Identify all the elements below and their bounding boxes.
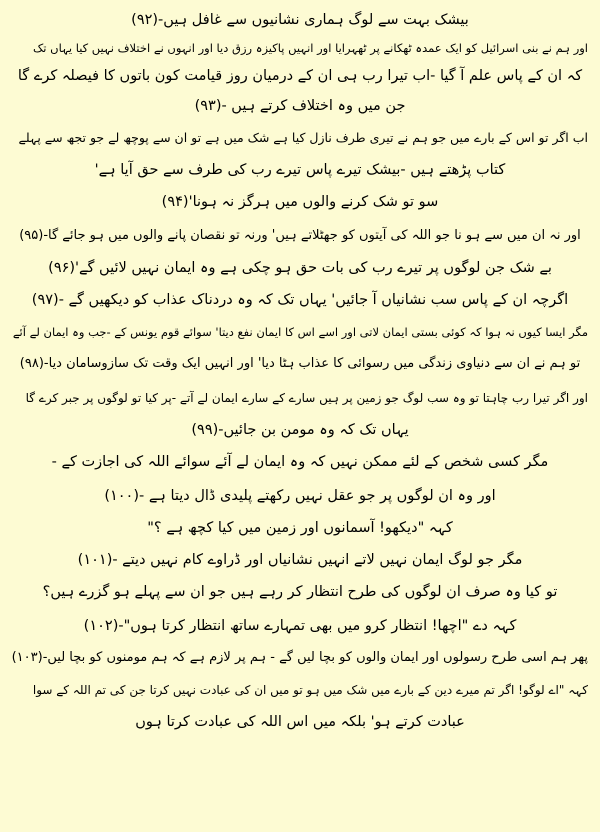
text-line: پھر ہم اسی طرح رسولوں اور ایمان والوں کو بچا لیں گے - ہم پر لازم ہے کہ ہم مومنوں کو بچا لیں-(۱۰۳) (12, 650, 588, 665)
text-line: اور ہم نے بنی اسرائیل کو ایک عمدہ ٹھکانے پر ٹھہرایا اور انہیں پاکیزہ رزق دیا اور انہوں نے اختلاف نہیں کیا یہاں تک (33, 41, 588, 55)
text-line: اب اگر تو اس کے بارے میں جو ہم نے تیری طرف نازل کیا ہے شک میں ہے تو ان سے پوچھ لے جو تجھ سے پہلے (18, 130, 588, 145)
text-line: اور وہ ان لوگوں پر جو عقل نہیں رکھتے پلیدی ڈال دیتا ہے -(۱۰۰) (104, 488, 496, 504)
text-line: تو ہم نے ان سے دنیاوی زندگی میں رسوائی کا عذاب ہٹا دیا' اور انہیں ایک وقت تک سازوسامان دیا-(۹۸) (19, 356, 581, 371)
text-line: بے شک جن لوگوں پر تیرے رب کی بات حق ہو چکی ہے وہ ایمان نہیں لائیں گے'(۹۶) (48, 260, 552, 276)
text-line: سو تو شک کرنے والوں میں ہرگز نہ ہونا'(۹۴) (161, 194, 439, 210)
urdu-text-page (12, 8, 588, 824)
text-line: کتاب پڑھتے ہیں -بیشک تیرے پاس تیرے رب کی طرف سے حق آیا ہے' (94, 162, 506, 178)
text-line: جن میں وہ اختلاف کرتے ہیں -(۹۳) (194, 98, 406, 114)
text-line: یہاں تک کہ وہ مومن بن جائیں-(۹۹) (191, 422, 409, 438)
text-line: اگرچہ ان کے پاس سب نشانیاں آ جائیں' یہاں تک کہ وہ دردناک عذاب کو دیکھیں گے -(۹۷) (31, 292, 569, 308)
text-line: کہہ "دیکھو! آسمانوں اور زمین میں کیا کچھ ہے ؟" (147, 520, 453, 536)
text-line: مگر کسی شخص کے لئے ممکن نہیں کہ وہ ایمان لے آئے سوائے اللہ کی اجازت کے - (51, 454, 549, 470)
text-line: کہہ دے "اچھا! انتظار کرو میں بھی تمہارے ساتھ انتظار کرتا ہوں"-(۱۰۲) (83, 618, 517, 634)
text-line: اور نہ ان میں سے ہو نا جو اللہ کی آیتوں کو جھٹلاتے ہیں' ورنہ تو نقصان پانے والوں میں ہو جائے گا-(۹۵) (19, 228, 581, 243)
text-line: اور اگر تیرا رب چاہتا تو وہ سب لوگ جو زمین پر ہیں سارے کے سارے ایمان لے آتے -پر کیا تو لوگوں پر جبر کرے گا (25, 391, 588, 405)
text-line: کہہ "اے لوگو! اگر تم میرے دین کے بارے میں شک میں ہو تو میں ان کی عبادت نہیں کرتا جن کی تم اللہ کے سوا (32, 683, 588, 697)
text-line: عبادت کرتے ہو' بلکہ میں اس اللہ کی عبادت کرتا ہوں (135, 714, 465, 730)
text-line: مگر ایسا کیوں نہ ہوا کہ کوئی بستی ایمان لاتی اور اسے اس کا ایمان نفع دیتا' سوائے قوم یونس کے -جب وہ ایمان لے آئے (12, 325, 588, 339)
text-line: مگر جو لوگ ایمان نہیں لاتے انہیں نشانیاں اور ڈراوے کام نہیں دیتے -(۱۰۱) (77, 552, 523, 568)
text-line: کہ ان کے پاس علم آ گیا -اب تیرا رب ہی ان کے درمیان روز قیامت کون باتوں کا فیصلہ کرے گا (17, 68, 583, 84)
text-line: تو کیا وہ صرف ان لوگوں کی طرح انتظار کر رہے ہیں جو ان سے پہلے ہو گزرے ہیں؟ (42, 584, 558, 600)
text-line: بیشک بہت سے لوگ ہماری نشانیوں سے غافل ہیں-(۹۲) (131, 12, 469, 28)
